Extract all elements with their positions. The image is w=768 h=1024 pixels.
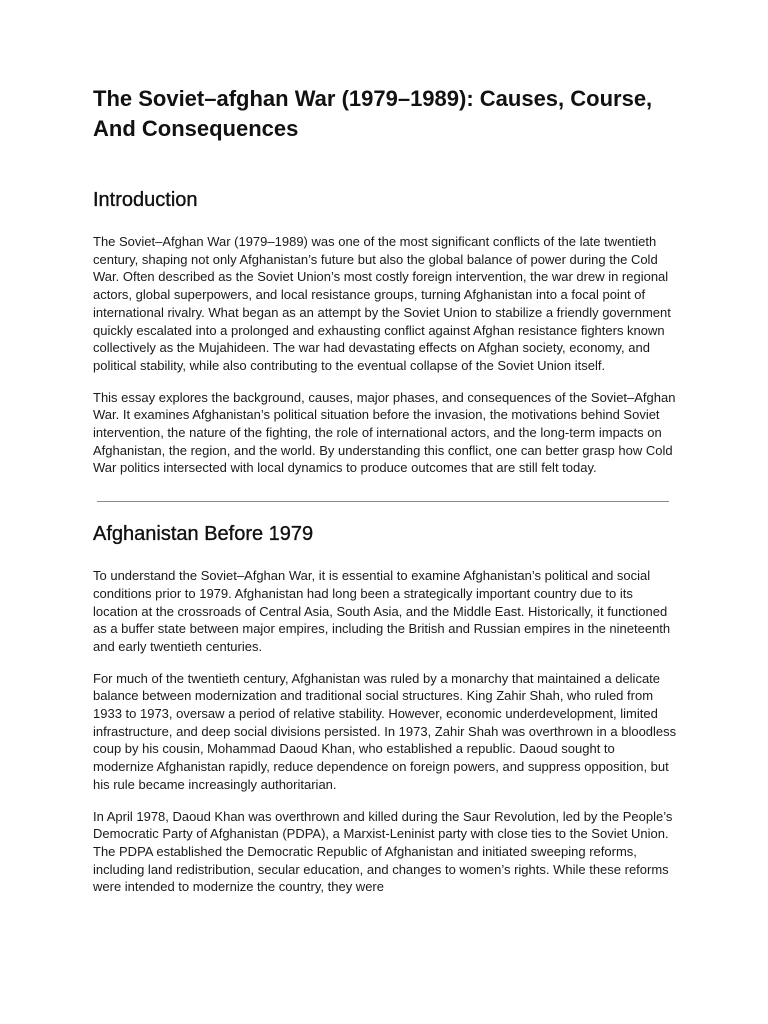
paragraph: For much of the twentieth century, Afghanistan was ruled by a monarchy that maintained a delicate balance between modernization and traditional social structures. King Zahir Shah, who ruled from 1933 to 1973, oversaw a period of relative stability. However, economic underdevelopment, limited infrastructure, and deep social divisions persisted. In 1973, Zahir Shah was overthrown in a bloodless coup by his cousin, Mohammad Daoud Khan, who established a republic. Daoud sought to modernize Afghanistan rapidly, reduce dependence on foreign powers, and suppress opposition, but his rule became increasingly authoritarian. xyxy=(93,670,677,792)
section-divider xyxy=(97,501,669,502)
paragraph: To understand the Soviet–Afghan War, it is essential to examine Afghanistan’s political and social conditions prior to 1979. Afghanistan had long been a strategically important country due to its location at the crossroads of Central Asia, South Asia, and the Middle East. Historically, it functioned as a buffer state between major empires, including the British and Russian empires in the nineteenth and early twentieth centuries. xyxy=(93,568,671,654)
paragraph: The Soviet–Afghan War (1979–1989) was one of the most significant conflicts of the late twentieth century, shaping not only Afghanistan’s future but also the global balance of power during the Cold War. Often described as the Soviet Union’s most costly foreign intervention, the war drew in regional actors, global superpowers, and local resistance groups, turning Afghanistan into a focal point of international rivalry. What began as an attempt by the Soviet Union to stabilize a friendly government quickly escalated into a prolonged and exhausting conflict against Afghan resistance fighters known collectively as the Mujahideen. The war had devastating effects on Afghan society, economy, and political stability, while also contributing to the eventual collapse of the Soviet Union itself. xyxy=(93,234,671,373)
document-title: The Soviet–afghan War (1979–1989): Causes, Course, And Consequences xyxy=(93,86,653,141)
paragraph: In April 1978, Daoud Khan was overthrown and killed during the Saur Revolution, led by the People’s Democratic Party of Afghanistan (PDPA), a Marxist-Leninist party with close ties to the Soviet Union. The PDPA established the Democratic Republic of Afghanistan and initiated sweeping reforms, including land redistribution, secular education, and changes to women’s rights. While these reforms were intended to modernize the country, they were xyxy=(93,808,673,895)
section-heading-introduction: Introduction xyxy=(93,189,198,211)
document-page xyxy=(93,84,677,896)
paragraph: This essay explores the background, causes, major phases, and consequences of the Soviet–Afghan War. It examines Afghanistan’s political situation before the invasion, the motivations behind Soviet intervention, the nature of the fighting, the role of international actors, and the long-term impacts on Afghanistan, the region, and the world. By understanding this conflict, one can better grasp how Cold War politics intersected with local dynamics to produce outcomes that are still felt today. xyxy=(93,389,676,476)
section-heading-afghanistan-before-1979: Afghanistan Before 1979 xyxy=(93,523,314,546)
